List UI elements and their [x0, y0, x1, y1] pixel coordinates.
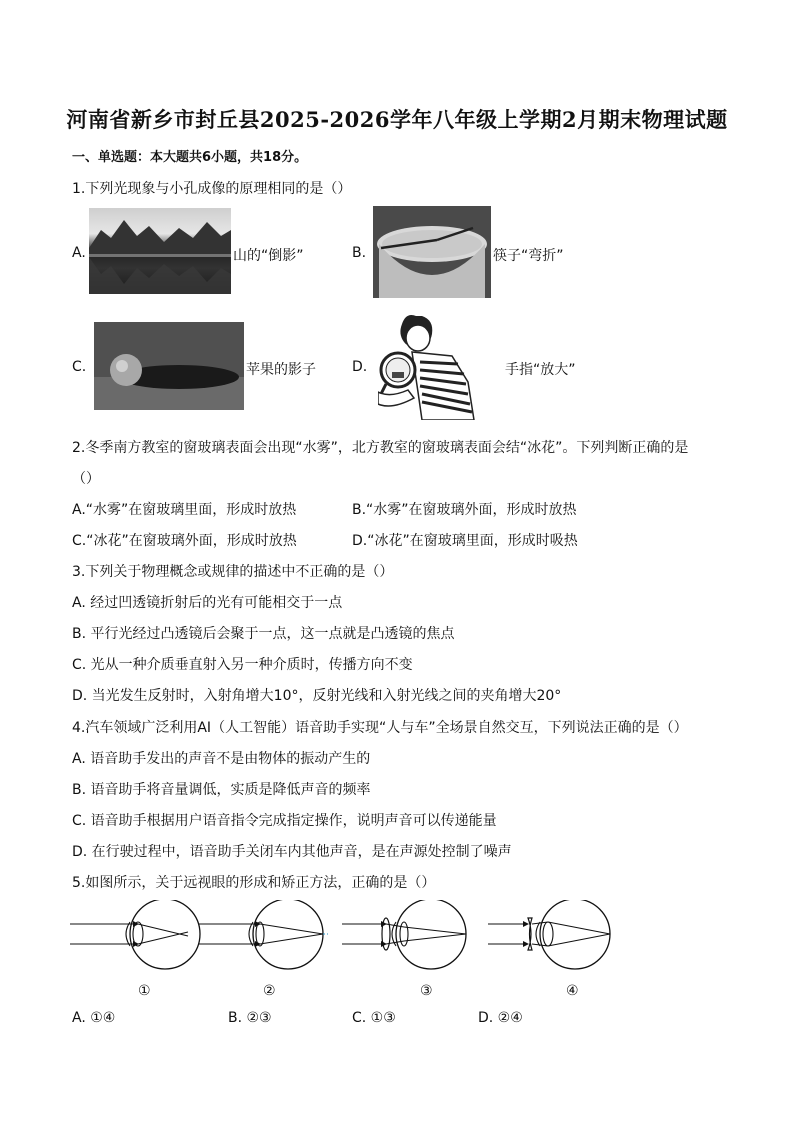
q5-option-d: D. ②④ — [478, 1010, 523, 1026]
eye-diagrams — [70, 900, 630, 980]
q2-option-d: D.“冰花”在窗玻璃里面，形成时吸热 — [352, 533, 578, 549]
q1-option-b-letter: B. — [352, 245, 367, 261]
q1-option-c-letter: C. — [72, 359, 87, 375]
q1-option-a-letter: A. — [72, 245, 86, 261]
figure-label-3: ③ — [420, 983, 433, 999]
magnifier-finger-illustration — [378, 312, 490, 420]
q1-option-c-caption: 苹果的影子 — [246, 362, 316, 378]
mountain-reflection-photo — [89, 208, 231, 294]
eye-diagram-2 — [198, 900, 328, 969]
question-2-stem: 2.冬季南方教室的窗玻璃表面会出现“水雾”，北方教室的窗玻璃表面会结“冰花”。下列判断正确的是 — [72, 440, 689, 456]
q3-option-a: A. 经过凹透镜折射后的光有可能相交于一点 — [72, 595, 343, 611]
apple-shadow-photo — [94, 322, 244, 410]
question-4-stem: 4.汽车领域广泛利用AI（人工智能）语音助手实现“人与车”全场景自然交互，下列说法正确的是（） — [72, 720, 688, 736]
q3-option-d: D. 当光发生反射时，入射角增大10°，反射光线和入射光线之间的夹角增大20° — [72, 688, 562, 704]
q3-option-c: C. 光从一种介质垂直射入另一种介质时，传播方向不变 — [72, 657, 413, 673]
page-title: 河南省新乡市封丘县2025-2026学年八年级上学期2月期末物理试题 — [66, 107, 728, 132]
q2-option-b: B.“水雾”在窗玻璃外面，形成时放热 — [352, 502, 577, 518]
q5-option-c: C. ①③ — [352, 1010, 396, 1026]
figure-label-2: ② — [263, 983, 276, 999]
question-2-stem-cont: （） — [72, 471, 100, 487]
eye-diagram-3 — [342, 900, 466, 969]
q5-option-b: B. ②③ — [228, 1010, 272, 1026]
question-1-stem: 1.下列光现象与小孔成像的原理相同的是（） — [72, 181, 352, 197]
figure-label-4: ④ — [566, 983, 579, 999]
eye-diagram-4 — [488, 900, 610, 969]
q1-option-d-caption: 手指“放大” — [505, 362, 576, 378]
q2-option-a: A.“水雾”在窗玻璃里面，形成时放热 — [72, 502, 297, 518]
q4-option-d: D. 在行驶过程中，语音助手关闭车内其他声音，是在声源处控制了噪声 — [72, 844, 512, 860]
question-5-stem: 5.如图所示，关于远视眼的形成和矫正方法，正确的是（） — [72, 875, 436, 891]
q2-option-c: C.“冰花”在窗玻璃外面，形成时放热 — [72, 533, 297, 549]
section-heading: 一、单选题：本大题共6小题，共18分。 — [72, 150, 308, 165]
figure-label-1: ① — [138, 983, 151, 999]
q1-option-b-caption: 筷子“弯折” — [493, 248, 564, 264]
eye-diagram-1 — [70, 900, 200, 969]
question-3-stem: 3.下列关于物理概念或规律的描述中不正确的是（） — [72, 564, 394, 580]
bent-chopsticks-photo — [373, 206, 491, 298]
q4-option-a: A. 语音助手发出的声音不是由物体的振动产生的 — [72, 751, 371, 767]
q4-option-c: C. 语音助手根据用户语音指令完成指定操作，说明声音可以传递能量 — [72, 813, 497, 829]
q3-option-b: B. 平行光经过凸透镜后会聚于一点，这一点就是凸透镜的焦点 — [72, 626, 455, 642]
q5-option-a: A. ①④ — [72, 1010, 116, 1026]
q4-option-b: B. 语音助手将音量调低，实质是降低声音的频率 — [72, 782, 371, 798]
q1-option-d-letter: D. — [352, 359, 368, 375]
q1-option-a-caption: 山的“倒影” — [233, 248, 304, 264]
